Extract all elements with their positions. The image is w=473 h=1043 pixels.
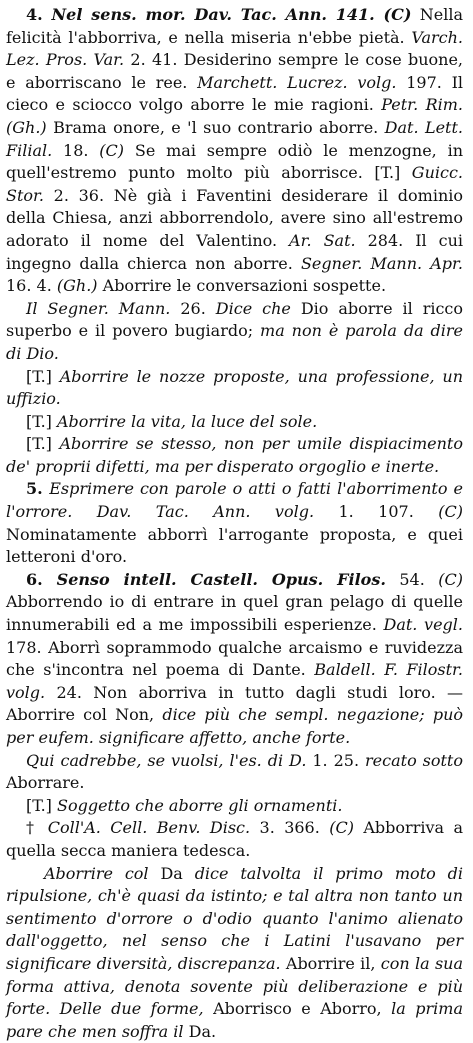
text-run: Abborrendo io di entrare in quel gran pelago di quelle innumerabili ed a me impossibili esperienze.	[6, 592, 463, 635]
text-run: [T.]	[26, 434, 60, 454]
text-run: Da.	[183, 1021, 217, 1041]
text-run: 3. 366.	[250, 818, 330, 838]
text-run: Nominatamente abborrì l'arrogante proposta, e quei letteroni d'oro.	[6, 524, 463, 567]
text-run: con la sua forma attiva, denota sovente più deliberazione e più forte. Delle due forme,	[6, 953, 463, 1019]
entry-paragraph-p-nozze	[6, 366, 463, 411]
text-run: dice più che sempl. negazione; può per eufem. significare affetto, anche forte.	[6, 705, 464, 747]
text-run: Ar. Sat.	[289, 230, 356, 250]
entry-paragraph-p-vita	[6, 411, 463, 434]
text-run: Nel sens. mor. Dav. Tac. Ann. 141. (C)	[51, 5, 412, 24]
text-run: 24. Non aborriva in tutto dagli studi loro. — Aborrire col Non,	[6, 682, 463, 725]
entry-paragraph-p5	[6, 478, 463, 568]
text-run: Petr. Rim. (Gh.)	[6, 95, 463, 137]
text-run: Marchett. Lucrez. volg.	[197, 72, 397, 92]
text-run: Varch. Lez. Pros. Var.	[6, 27, 463, 70]
entry-paragraph-p-ornamenti	[6, 795, 463, 818]
text-run: Aborrire col	[44, 863, 149, 883]
text-run: Soggetto che aborre gli ornamenti.	[56, 795, 343, 815]
text-run: 6.	[26, 569, 57, 589]
text-run: Aborrisco e Aborro,	[203, 999, 392, 1019]
text-run: (C)	[99, 140, 125, 160]
text-run: Brama onore, e 'l suo contrario aborre.	[46, 117, 385, 137]
text-run: Segner. Mann. Apr.	[300, 253, 463, 273]
text-run: Qui cadrebbe, se vuolsi, l'es. di D.	[26, 750, 307, 770]
text-run: [T.]	[26, 795, 57, 815]
text-run: (C)	[438, 569, 463, 589]
entry-paragraph-p-segner	[6, 298, 463, 366]
text-run: Guicc. Stor.	[6, 163, 463, 205]
text-run: dice talvolta il primo moto di ripulsione, ch'è quasi da istinto; e tal altra non tanto un sentimento d'orrore o d'odio quanto l'animo alienato dall'oggetto, nel senso che i Latini l'usavano per significare diversità, discrepanza.	[6, 863, 463, 973]
text-run: Aborrire la vita, la luce del sole.	[56, 411, 318, 431]
text-run: Dat. vegl.	[383, 615, 463, 635]
text-run: Il Segner. Mann.	[26, 298, 171, 318]
text-run: 18.	[52, 140, 100, 160]
text-run: Da	[148, 863, 195, 883]
text-run: Senso intell. Castell. Opus. Filos.	[56, 569, 386, 589]
text-run: Se mai sempre odiò le menzogne, in quell'estremo punto molto più aborrisce. [T.]	[6, 140, 463, 183]
text-run: la prima pare che men soffra il	[6, 999, 464, 1041]
text-run: Esprimere con parole o atti o fatti l'aborrimento e l'orrore. Dav. Tac. Ann. volg.	[6, 479, 463, 522]
text-run: Dice che	[215, 298, 291, 318]
text-run: Aborrire le nozze proposte, una professione, un uffizio.	[6, 366, 463, 409]
text-run: [T.]	[26, 411, 57, 431]
text-run: 284. Il cui ingegno dalla chierca non aborre.	[6, 230, 464, 273]
text-run: Coll'A. Cell. Benv. Disc.	[47, 818, 251, 838]
entry-paragraph-p4	[6, 4, 463, 298]
text-run: (C)	[438, 502, 463, 522]
text-run: 4.	[26, 5, 52, 24]
text-run: 2. 36. Nè già i Faventini desiderare il dominio della Chiesa, anzi abborrendolo, avere sino all'estremo adorato il nome del Valentino.	[6, 185, 463, 250]
entry-paragraph-p-stesso	[6, 433, 463, 478]
entry-paragraph-p-cadrebbe	[6, 750, 463, 795]
text-run: 2. 41. Desiderino sempre le cose buone, e aborriscano le ree.	[6, 50, 463, 92]
text-run: Dat. Lett. Filial.	[6, 117, 463, 160]
text-run: †	[26, 818, 48, 838]
text-run: (C)	[329, 818, 354, 838]
text-run: Baldell. F. Filostr. volg.	[6, 660, 463, 702]
entry-paragraph-p-coll	[6, 817, 463, 862]
text-run: 1. 107.	[314, 502, 439, 522]
text-run: Aborrire se stesso, non per umile dispiacimento de' proprii difetti, ma per disperato orgoglio e inerte.	[6, 434, 463, 476]
text-run: Aborrare.	[6, 773, 85, 793]
text-run: Aborrire il,	[280, 953, 381, 973]
text-run: Dio aborre il ricco superbo e il povero bugiardo;	[6, 298, 464, 341]
text-run: 5.	[26, 479, 50, 499]
entry-paragraph-p6	[6, 569, 463, 750]
text-run: 26.	[170, 298, 216, 318]
text-run: 197. Il cieco e sciocco volgo aborre le mie ragioni.	[6, 72, 464, 115]
text-run: Aborrire le conversazioni sospette.	[97, 276, 387, 296]
text-run: Abborriva a quella secca maniera tedesca.	[6, 818, 463, 860]
text-run: [T.]	[26, 366, 60, 386]
text-run: 178. Aborrì soprammodo qualche arcaismo e ruvidezza che s'incontra nel poema di Dante.	[6, 637, 463, 680]
text-run: (Gh.)	[56, 276, 98, 296]
text-run: 16. 4.	[6, 276, 57, 296]
text-run: ma non è parola da dire di Dio.	[6, 321, 464, 363]
text-run: 54.	[385, 569, 439, 589]
text-run: 1. 25.	[306, 750, 366, 770]
text-run: recato sotto	[365, 750, 463, 770]
entry-paragraph-p-nota	[6, 863, 463, 1043]
text-run: Nella felicità l'abborriva, e nella miseria n'ebbe pietà.	[6, 5, 464, 47]
